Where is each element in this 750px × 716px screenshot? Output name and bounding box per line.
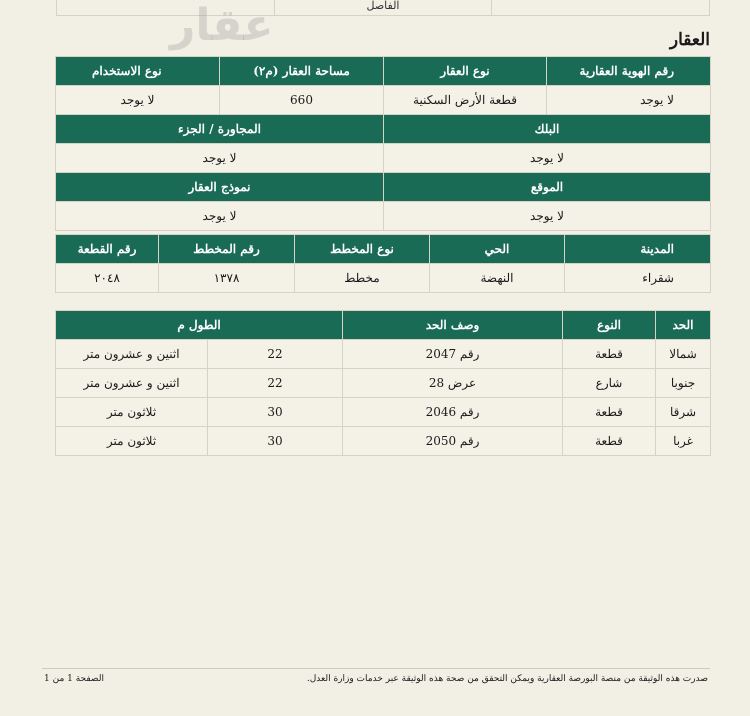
table-row	[56, 398, 711, 427]
header-cell: الحد	[656, 311, 711, 340]
fragment-cell	[491, 0, 709, 15]
header-cell: نوع المخطط	[295, 235, 430, 264]
header-cell: نوع العقار	[384, 57, 547, 86]
table-cell: غربا	[656, 427, 711, 456]
table-cell: لا يوجد	[56, 144, 384, 173]
page-number: الصفحة 1 من 1	[44, 674, 104, 684]
table-cell: لا يوجد	[547, 86, 711, 115]
table-header-row	[56, 311, 711, 340]
fragment-cell: الفاصل	[274, 0, 492, 15]
header-cell: البلك	[384, 115, 711, 144]
table-cell: قطعة	[563, 427, 656, 456]
table-row	[56, 340, 711, 369]
header-cell: النوع	[563, 311, 656, 340]
table-cell: ثلاثون متر	[56, 427, 208, 456]
header-cell: نوع الاستخدام	[56, 57, 220, 86]
table-header-row	[56, 115, 711, 144]
table-row	[56, 369, 711, 398]
table-cell: 660	[220, 86, 384, 115]
table-cell: 30	[208, 398, 343, 427]
table-cell: رقم 2046	[343, 398, 563, 427]
table-row	[56, 427, 711, 456]
header-cell: الطول م	[56, 311, 343, 340]
table-cell: قطعة	[563, 340, 656, 369]
table-cell: 22	[208, 340, 343, 369]
header-cell: المجاورة / الجزء	[56, 115, 384, 144]
header-cell: وصف الحد	[343, 311, 563, 340]
table-cell: ثلاثون متر	[56, 398, 208, 427]
table-header-row	[56, 57, 711, 86]
table-cell: شقراء	[565, 264, 711, 293]
table-cell: لا يوجد	[384, 144, 711, 173]
header-cell: الحي	[430, 235, 565, 264]
table-cell: شمالا	[656, 340, 711, 369]
table-header-row	[56, 235, 711, 264]
header-cell: رقم القطعة	[56, 235, 159, 264]
footer-divider	[42, 668, 710, 669]
table-row	[56, 202, 711, 231]
table-cell: لا يوجد	[384, 202, 711, 231]
table-cell: النهضة	[430, 264, 565, 293]
table-row	[56, 86, 711, 115]
table-cell: ١٣٧٨	[159, 264, 295, 293]
header-cell: المدينة	[565, 235, 711, 264]
aqar-watermark-logo: عقار	[170, 0, 274, 51]
table-cell: شارع	[563, 369, 656, 398]
table-cell: 30	[208, 427, 343, 456]
header-cell: مساحة العقار (م٢)	[220, 57, 384, 86]
footer-note: صدرت هذه الوثيقة من منصة البورصة العقارية ويمكن التحقق من صحة هذه الوثيقة عبر خدمات وزارة العدل.	[306, 674, 708, 684]
property-table	[55, 56, 711, 231]
table-cell: لا يوجد	[56, 202, 384, 231]
header-cell: رقم الهوية العقارية	[547, 57, 711, 86]
table-cell: اثنين و عشرون متر	[56, 340, 208, 369]
table-cell: ٢٠٤٨	[56, 264, 159, 293]
table-cell: قطعة	[563, 398, 656, 427]
header-cell: الموقع	[384, 173, 711, 202]
table-cell: رقم 2047	[343, 340, 563, 369]
table-row	[56, 264, 711, 293]
table-cell: لا يوجد	[56, 86, 220, 115]
table-cell: رقم 2050	[343, 427, 563, 456]
table-row	[56, 144, 711, 173]
table-cell: قطعة الأرض السكنية	[384, 86, 547, 115]
boundaries-table	[55, 310, 711, 456]
table-cell: مخطط	[295, 264, 430, 293]
table-cell: اثنين و عشرون متر	[56, 369, 208, 398]
previous-table-fragment	[56, 0, 710, 16]
table-cell: شرقا	[656, 398, 711, 427]
location-table	[55, 234, 711, 293]
header-cell: نموذج العقار	[56, 173, 384, 202]
header-cell: رقم المخطط	[159, 235, 295, 264]
table-header-row	[56, 173, 711, 202]
table-cell: جنوبا	[656, 369, 711, 398]
table-cell: 22	[208, 369, 343, 398]
section-title: العقار	[669, 30, 710, 50]
table-cell: عرض 28	[343, 369, 563, 398]
